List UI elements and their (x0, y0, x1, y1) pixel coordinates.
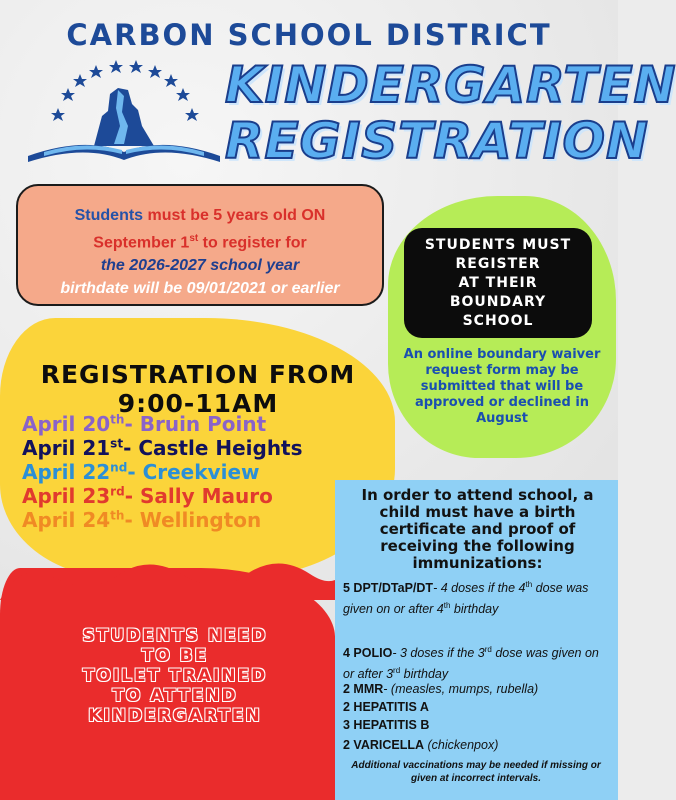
registration-date: April 24th- Wellington (22, 508, 262, 532)
immunization-mmr: 2 MMR- (measles, mumps, rubella) (343, 682, 539, 696)
immunization-polio: 4 POLIO- 3 doses if the 3rd dose was given on or after 3rd birthday (343, 645, 599, 682)
immunization-hepb: 3 HEPATITIS B (343, 718, 430, 732)
immunization-dtp: 5 DPT/DTaP/DT- 4 doses if the 4th dose was given on or after 4th birthday (343, 580, 589, 617)
district-logo (24, 56, 224, 168)
boundary-badge: STUDENTS MUST REGISTER AT THEIR BOUNDARY SCHOOL (404, 228, 592, 338)
registration-date: April 23rd- Sally Mauro (22, 484, 273, 508)
registration-date: April 20th- Bruin Point (22, 412, 267, 436)
age-line-2: September 1st to register for (93, 233, 307, 252)
registration-date: April 22nd- Creekview (22, 460, 260, 484)
age-line-1: Students must be 5 years old ON (74, 207, 326, 224)
title-kindergarten: KINDERGARTEN (225, 56, 676, 114)
age-line-4: birthdate will be 09/01/2021 or earlier (60, 280, 340, 298)
boundary-waiver-note: An online boundary waiver request form may be submitted that will be approved or declined in August (403, 347, 601, 426)
toilet-training-text: STUDENTS NEED TO BE TOILET TRAINED TO ATTEND KINDERGARTEN (82, 626, 268, 726)
book-icon (28, 145, 220, 162)
immunization-varicella: 2 VARICELLA (chickenpox) (343, 738, 499, 752)
registration-title: REGISTRATION FROM 9:00-11AM (40, 360, 356, 418)
wave-shape (0, 560, 335, 600)
age-line-3: the 2026-2027 school year (100, 257, 300, 275)
immunization-note: Additional vaccinations may be needed if missing or given at incorrect intervals. (351, 760, 601, 784)
immunization-heading: In order to attend school, a child must have a birth certificate and proof of receiving the following immunizations: (361, 486, 594, 572)
immunization-hepa: 2 HEPATITIS A (343, 700, 429, 714)
age-requirement-box (16, 184, 384, 306)
registration-date: April 21st- Castle Heights (22, 436, 303, 460)
district-title: CARBON SCHOOL DISTRICT (66, 18, 552, 52)
title-registration: REGISTRATION (225, 112, 649, 170)
